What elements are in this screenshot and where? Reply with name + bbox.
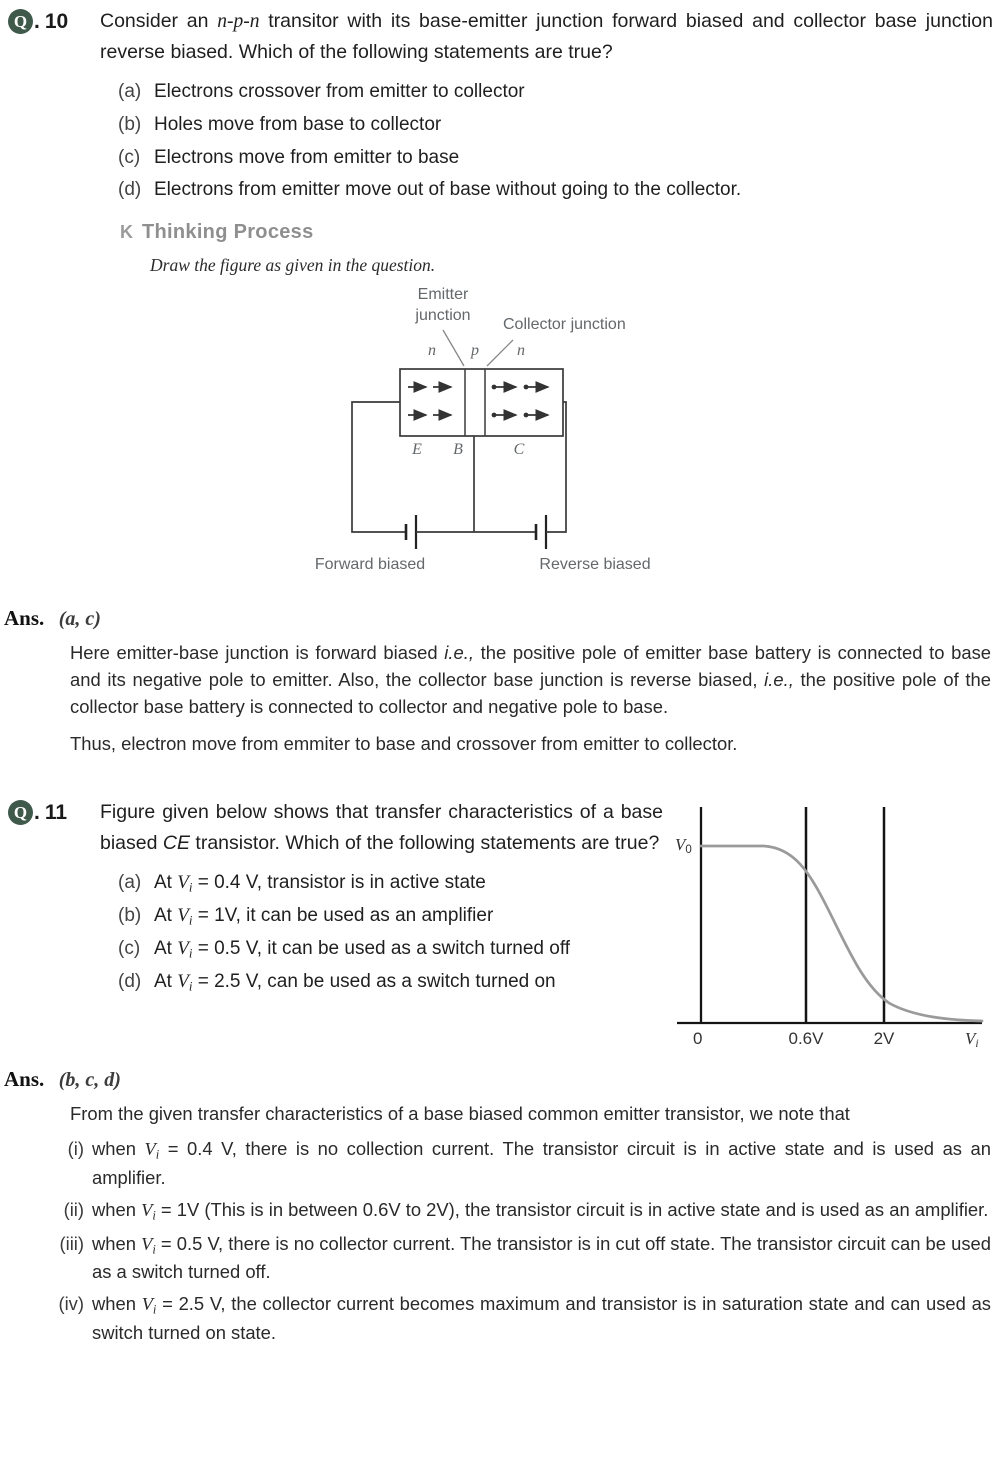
answer-item-key: (ii) <box>63 1198 84 1220</box>
option-d-text: At $V_i = 2.5$ V, can be used as a switch turned on <box>154 971 556 994</box>
thinking-process-icon: K <box>120 222 133 242</box>
option-b-key: (b) <box>118 114 142 136</box>
option-d <box>118 969 663 995</box>
answer-11-item-iii <box>0 1231 991 1285</box>
option-b <box>118 112 993 138</box>
answer-item-text: when $V_i = 0.4$ V, there is no collection current. The transistor circuit is in active state and is used as an amplifier. <box>92 1138 992 1188</box>
electron-arrows-row2 <box>408 413 548 418</box>
emitter-junction-leader <box>443 330 464 366</box>
emitter-junction-label-line1: Emitter <box>417 286 469 303</box>
emitter-junction-label-line2: junction <box>415 307 471 324</box>
answer-item-text: when $V_i = 0.5$ V, there is no collector current. The transistor is in cut off state. The transistor circuit can be used as a switch turned off. <box>92 1232 991 1283</box>
question-11-text: Figure given below shows that transfer characteristics of a base biased CE transistor. Which of the following statements are true? <box>100 801 663 854</box>
question-10-text: Consider an n-p-n transitor with its base-emitter junction forward biased and collector base junction reverse biased. Which of the following statements are true? <box>100 10 993 64</box>
answer-11-intro: From the given transfer characteristics of a base biased common emitter transistor, we note that <box>70 1103 850 1125</box>
option-c-text: Electrons move from emitter to base <box>154 146 460 168</box>
q-badge-dot: . <box>34 9 40 33</box>
option-d <box>118 177 993 203</box>
option-a <box>118 79 993 105</box>
answer-item-key: (i) <box>67 1138 84 1160</box>
answer-11-key: (b, c, d) <box>58 1069 121 1092</box>
thinking-process-title: Thinking Process <box>142 221 314 243</box>
transistor-body <box>400 369 563 436</box>
option-c <box>118 936 663 962</box>
question-11-left-column <box>0 797 669 1053</box>
answer-10-header <box>4 606 999 631</box>
option-c <box>118 145 993 171</box>
option-a <box>118 870 663 896</box>
circuit-svg <box>270 284 690 584</box>
answer-item-key: (iv) <box>58 1293 84 1315</box>
question-10-options <box>118 79 993 203</box>
terminal-label-base: B <box>453 441 463 458</box>
question-11-number: 11 <box>44 800 68 824</box>
collector-junction-leader <box>487 340 513 366</box>
answer-11-header <box>4 1067 999 1092</box>
answer-11-item-i <box>0 1136 991 1190</box>
q-badge-dot: . <box>34 800 40 824</box>
option-d-key: (d) <box>118 179 142 201</box>
answer-item-key: (iii) <box>59 1232 84 1254</box>
collector-junction-label: Collector junction <box>503 316 626 333</box>
graph-y-label-v0: $V_0$ <box>675 835 692 857</box>
question-10-number: 10 <box>44 9 69 33</box>
option-a-text: Electrons crossover from emitter to collector <box>154 81 525 103</box>
question-11-label <box>0 797 100 825</box>
emitter-junction-label <box>398 284 488 326</box>
emitter-loop-wire <box>352 402 406 532</box>
graph-tick-2v: 2V <box>873 1029 895 1049</box>
thinking-process-note: Draw the figure as given in the question. <box>150 255 436 275</box>
question-11-header <box>0 797 669 857</box>
answer-11-item-ii <box>0 1197 991 1225</box>
option-d-text: Electrons from emitter move out of base without going to the collector. <box>154 179 742 201</box>
option-b-key: (b) <box>118 904 142 926</box>
option-b <box>118 903 663 929</box>
region-label-p-base: p <box>471 342 479 359</box>
option-c-key: (c) <box>118 937 141 959</box>
q-badge-icon: Q <box>8 800 33 825</box>
graph-svg <box>669 801 989 1053</box>
terminal-label-collector: C <box>513 441 525 458</box>
option-c-key: (c) <box>118 146 141 168</box>
question-10-header <box>0 6 999 67</box>
option-b-text: Holes move from base to collector <box>154 114 442 136</box>
option-d-key: (d) <box>118 971 142 993</box>
answer-item-text: when $V_i = 1V$ (This is in between 0.6V to 2V), the transistor circuit is in active state and is used as an amplifier. <box>92 1198 989 1223</box>
option-c-text: At $V_i = 0.5$ V, it can be used as a switch turned off <box>154 937 571 961</box>
transistor-circuit-diagram <box>270 284 690 584</box>
question-11-options <box>118 870 663 995</box>
thinking-process-heading <box>120 221 999 244</box>
transfer-characteristics-graph <box>669 801 999 1053</box>
graph-tick-zero: 0 <box>693 1029 703 1049</box>
q-badge-icon: Q <box>8 9 33 34</box>
region-label-n-collector: n <box>517 342 525 359</box>
question-10-label <box>0 6 100 34</box>
question-11-section <box>0 797 999 1345</box>
answer-label: Ans. <box>4 606 45 630</box>
option-b-text: At $V_i = 1V$, it can be used as an amplifier <box>154 904 494 928</box>
region-label-n-emitter: n <box>428 342 436 359</box>
answer-11-item-iv <box>0 1291 991 1345</box>
answer-10-paragraph-2: Thus, electron move from emmiter to base and crossover from emitter to collector. <box>70 732 738 754</box>
option-a-text: At $V_i = 0.4$ V, transistor is in active state <box>154 871 486 895</box>
transfer-curve <box>701 846 982 1021</box>
option-a-key: (a) <box>118 871 142 893</box>
graph-tick-0-6v: 0.6V <box>788 1029 824 1049</box>
answer-label: Ans. <box>4 1067 45 1092</box>
answer-10-paragraph-1: Here emitter-base junction is forward biased i.e., the positive pole of emitter base battery is connected to base and its negative pole to emitter. Also, the collector base junction is reverse biased, i.e., the positive pole of the collector base battery is connected to collector and negative pole to base. <box>70 642 992 717</box>
graph-x-label-vi: $V_i$ <box>965 1029 979 1051</box>
terminal-label-emitter: E <box>412 441 422 458</box>
forward-biased-label: Forward biased <box>314 556 426 573</box>
question-11-row <box>0 797 999 1053</box>
question-10-section <box>0 6 999 757</box>
reverse-biased-label: Reverse biased <box>539 556 651 573</box>
answer-10-key: (a, c) <box>58 608 101 630</box>
electron-arrows-row1 <box>408 385 548 390</box>
option-a-key: (a) <box>118 81 142 103</box>
answer-item-text: when $V_i = 2.5$ V, the collector current becomes maximum and transistor is in saturation state and can used as switch turned on state. <box>92 1293 992 1343</box>
